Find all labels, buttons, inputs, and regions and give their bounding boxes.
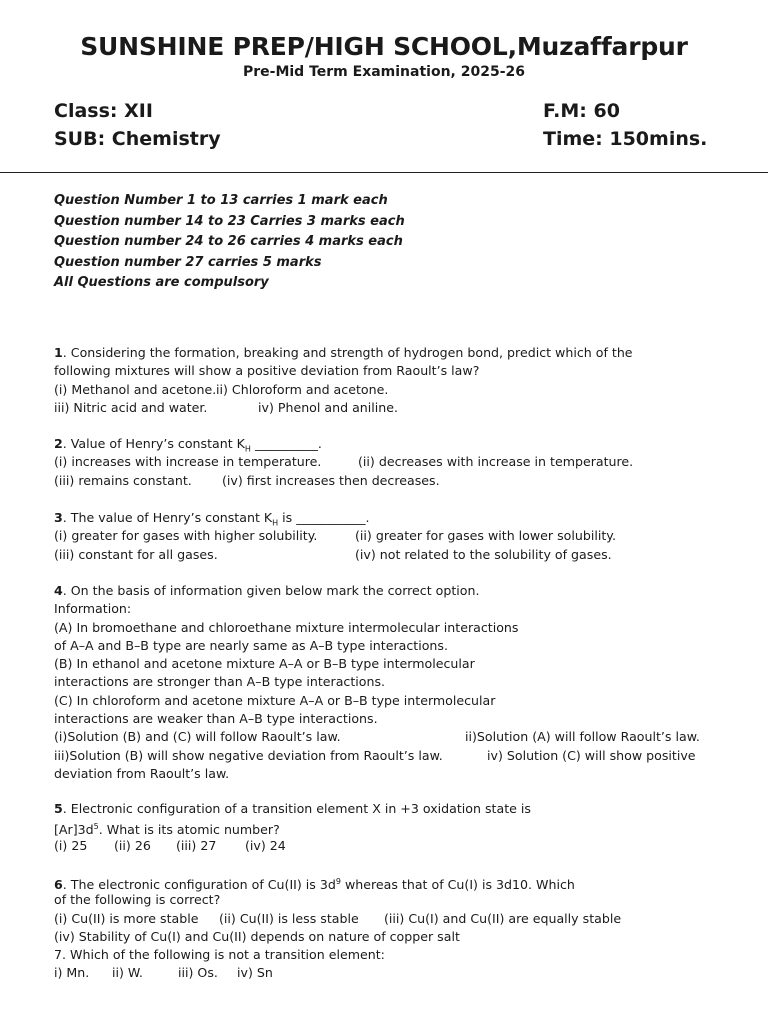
information-text: (C) In chloroform and acetone mixture A–A or B–B type intermolecular <box>54 692 496 708</box>
question-number: 6 <box>54 877 63 893</box>
instruction-line: Question number 24 to 26 carries 4 marks each <box>54 234 403 249</box>
information-text: interactions are weaker than A–B type interactions. <box>54 711 378 727</box>
question-number: 4 <box>54 583 63 598</box>
option-4: iv) Solution (C) will show positive <box>487 747 696 763</box>
superscript: 9 <box>335 877 341 886</box>
time-label: Time: 150mins. <box>543 128 708 150</box>
question-number: 1 <box>54 345 63 360</box>
subject-label: SUB: Chemistry <box>54 128 221 150</box>
option-1: (i) 25 <box>54 837 88 853</box>
option-1: (i) greater for gases with higher solubility. <box>54 528 318 544</box>
subscript: H <box>244 444 251 454</box>
question-text: . On the basis of information given below mark the correct option. <box>62 583 480 598</box>
option-2: (ii) Cu(II) is less stable <box>219 910 359 926</box>
option-4: (iv) 24 <box>245 837 286 853</box>
option-3: (iii) constant for all gases. <box>54 546 218 562</box>
option-2: ii) W. <box>112 965 143 981</box>
option-3: iii) Os. <box>178 965 218 981</box>
question-text: of the following is correct? <box>54 892 221 908</box>
option-4: (iv) Stability of Cu(I) and Cu(II) depends on nature of copper salt <box>54 928 460 944</box>
question-2 <box>54 435 734 490</box>
option-2: ii) Chloroform and acetone. <box>216 381 389 397</box>
header-divider <box>0 172 768 173</box>
question-text: . Electronic configuration of a transition element X in +3 oxidation state is <box>62 801 531 816</box>
option-4: iv) Phenol and aniline. <box>258 399 399 415</box>
option-1: (i) increases with increase in temperature. <box>54 454 322 470</box>
question-text: . Value of Henry’s constant K <box>62 436 245 451</box>
option-2: (ii) 26 <box>114 837 151 853</box>
option-text: deviation from Raoult’s law. <box>54 765 230 781</box>
full-marks-label: F.M: 60 <box>543 100 620 122</box>
question-6 <box>54 873 734 946</box>
subscript: H <box>272 518 279 528</box>
question-number: 3 <box>54 510 63 525</box>
option-1: (i) Cu(II) is more stable <box>54 910 199 926</box>
question-text: whereas that of Cu(I) is 3d10. Which <box>340 877 575 893</box>
information-text: (A) In bromoethane and chloroethane mixture intermolecular interactions <box>54 619 519 635</box>
question-text: . What is its atomic number? <box>98 822 280 838</box>
option-4: iv) Sn <box>237 965 273 981</box>
instruction-line: Question Number 1 to 13 carries 1 mark each <box>54 193 388 208</box>
option-4: (iv) not related to the solubility of gases. <box>355 546 612 562</box>
question-text: 7. Which of the following is not a transition element: <box>54 947 385 962</box>
question-5 <box>54 800 734 855</box>
option-4: (iv) first increases then decreases. <box>222 472 440 488</box>
option-3: iii) Nitric acid and water. <box>54 399 208 415</box>
option-3: (iii) Cu(I) and Cu(II) are equally stable <box>384 910 622 926</box>
answer-blank: is ___________. <box>278 510 370 525</box>
question-number: 2 <box>54 436 63 451</box>
option-3: iii)Solution (B) will show negative deviation from Raoult’s law. <box>54 747 443 763</box>
information-label: Information: <box>54 601 132 617</box>
question-1 <box>54 344 734 417</box>
question-text: . Considering the formation, breaking and strength of hydrogen bond, predict which of the <box>62 345 633 360</box>
option-1: (i) Methanol and acetone. <box>54 381 217 397</box>
option-3: (iii) 27 <box>176 837 217 853</box>
option-1: i) Mn. <box>54 965 90 981</box>
question-text: . The electronic configuration of Cu(II) is 3d <box>62 877 336 893</box>
question-4 <box>54 582 734 783</box>
question-text: [Ar]3d <box>54 822 94 838</box>
option-2: (ii) decreases with increase in temperature. <box>358 454 634 470</box>
instruction-line: Question number 14 to 23 Carries 3 marks each <box>54 213 405 229</box>
instruction-line: All Questions are compulsory <box>54 275 269 290</box>
option-2: (ii) greater for gases with lower solubility. <box>355 528 616 544</box>
exam-title: Pre-Mid Term Examination, 2025-26 <box>242 64 526 80</box>
answer-blank: __________. <box>250 436 322 451</box>
superscript: 5 <box>93 822 99 832</box>
instructions-block <box>54 191 405 294</box>
option-2: ii)Solution (A) will follow Raoult’s law. <box>465 729 700 745</box>
information-text: (B) In ethanol and acetone mixture A–A or B–B type intermolecular <box>54 656 475 672</box>
question-number: 5 <box>54 801 63 816</box>
school-name: SUNSHINE PREP/HIGH SCHOOL,Muzaffarpur <box>80 32 688 61</box>
question-7 <box>54 946 734 983</box>
information-text: of A–A and B–B type are nearly same as A–B type interactions. <box>54 637 448 653</box>
class-label: Class: XII <box>54 100 153 122</box>
option-3: (iii) remains constant. <box>54 472 192 488</box>
question-3 <box>54 509 734 564</box>
question-text: following mixtures will show a positive deviation from Raoult’s law? <box>54 363 480 379</box>
question-text: . The value of Henry’s constant K <box>62 510 273 525</box>
option-1: (i)Solution (B) and (C) will follow Raoult’s law. <box>54 729 341 745</box>
information-text: interactions are stronger than A–B type interactions. <box>54 674 386 690</box>
instruction-line: Question number 27 carries 5 marks <box>54 254 322 270</box>
